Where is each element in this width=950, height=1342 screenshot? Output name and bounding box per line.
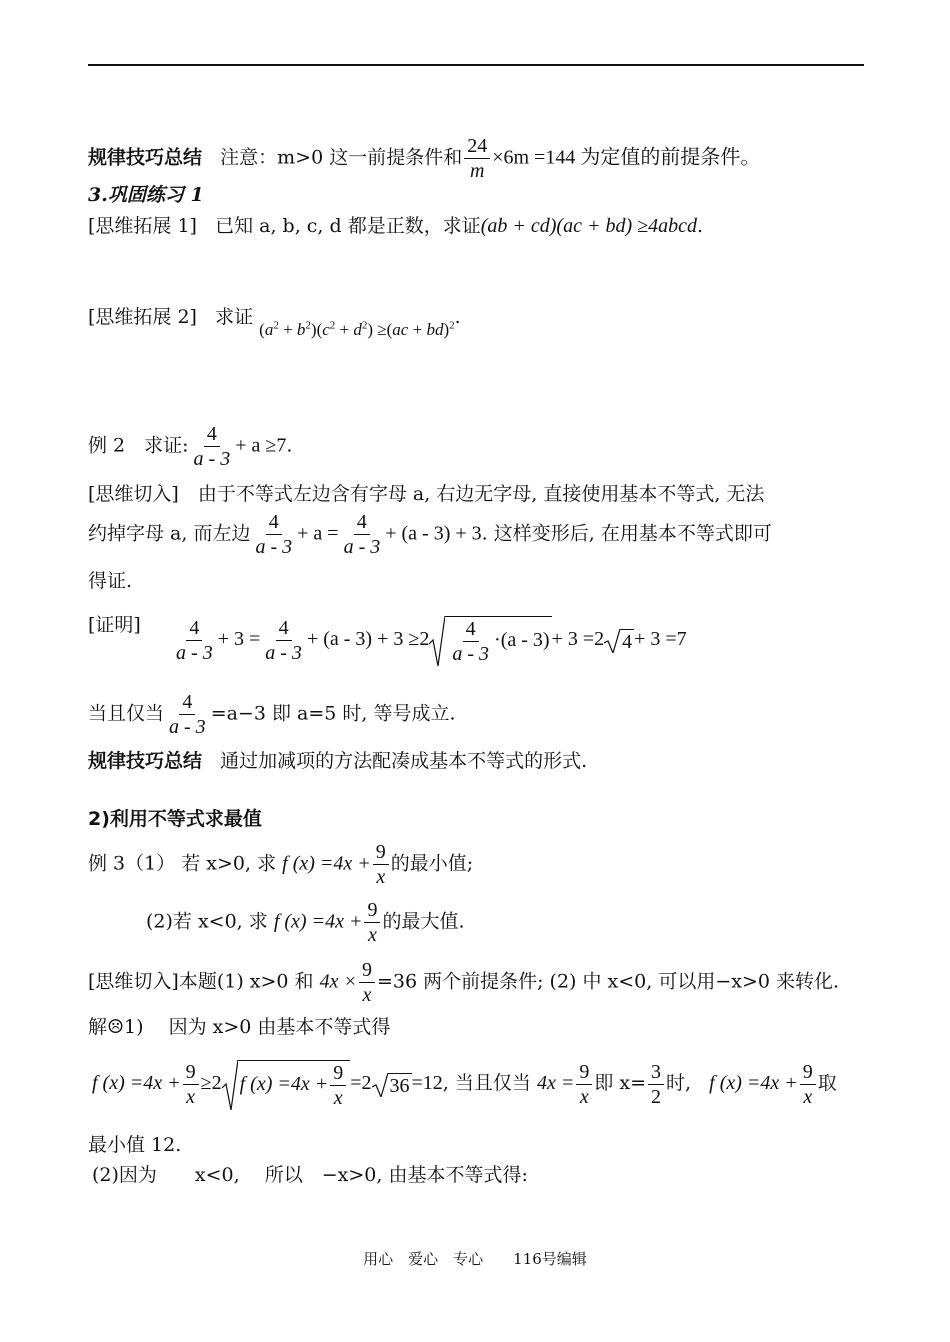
solution-line-4: (2)因为 x<0, 所以 −x>0, 由基本不等式得: — [92, 1164, 528, 1186]
header-rule — [88, 64, 864, 66]
subsection-heading: 2)利用不等式求最值 — [88, 808, 262, 830]
hint-line-1: [思维切入] 由于不等式左边含有字母 a, 右边无字母, 直接使用基本不等式, 无法 — [88, 483, 765, 505]
fraction: $\frac{4}{a - 3}$ — [193, 423, 231, 470]
solution-line-3: 最小值 12. — [88, 1134, 182, 1156]
hint-line-2: 约掉字母 a, 而左边 $\frac{4}{a - 3}$ + a = $\frac{4}{a - 3}$ + (a - 3) + 3. 这样变形后, 在用基本不等式即可 — [88, 511, 772, 558]
tip-heading: 规律技巧总结 — [88, 146, 203, 169]
tip-heading: 规律技巧总结 — [88, 750, 203, 772]
section-heading: 3.巩固练习 1 — [88, 184, 204, 206]
example-3-part-2: (2)若 x<0, 求 f (x) =4x + $\frac{9}{x}$ 的最大值. — [146, 899, 465, 946]
equality-condition: 当且仅当 $\frac{4}{a - 3}$ =a−3 即 a=5 时, 等号成立. — [88, 691, 456, 738]
square-root: 4 — [604, 629, 634, 652]
square-root: 36 — [372, 1073, 412, 1096]
tip-summary-1: 规律技巧总结 注意：m>0 这一前提条件和 $\frac{24}{m}$ ×6m =144 为定值的前提条件。 — [88, 135, 761, 182]
proof-line: [证明] $\frac{4}{a - 3}$ + 3 = $\frac{4}{a - 3}$ + (a - 3) + 3 ≥2 $\frac{4}{a - 3}$ ·(a - 3) + 3 =2 4 + 3 =7 — [88, 614, 687, 665]
fraction: $\frac{24}{m}$ — [464, 136, 490, 181]
example-3-part-1: 例 3（1） 若 x>0, 求 f (x) =4x + $\frac{9}{x}$ 的最小值; — [88, 841, 474, 888]
hint-example-3: [思维切入]本题(1) x>0 和 4x × $\frac{9}{x}$ =36 两个前提条件; (2) 中 x<0, 可以用−x>0 来转化. — [88, 959, 840, 1006]
square-root: f (x) =4x + $\frac{9}{x}$ — [222, 1060, 351, 1108]
inequality-expression: $(a^2 + b^2)(c^2 + d^2) \ge(ac + bd)^2$ — [259, 319, 455, 339]
extension-2: [思维拓展 2] 求证 $(a^2 + b^2)(c^2 + d^2) \ge(ac + bd)^2$. — [88, 306, 461, 339]
extension-1: [思维拓展 1] 已知 a, b, c, d 都是正数，求证(ab + cd)(ac + bd) ≥4abcd. — [88, 215, 704, 237]
example-2: 例 2 求证: $\frac{4}{a - 3}$ + a ≥7. — [88, 423, 293, 470]
tip-summary-2: 规律技巧总结 通过加减项的方法配凑成基本不等式的形式. — [88, 750, 588, 772]
square-root: $\frac{4}{a - 3}$ ·(a - 3) — [429, 616, 551, 664]
solution-line-2: f (x) =4x + $\frac{9}{x}$ ≥2 f (x) =4x + $\frac{9}{x}$ =2 36 =12, 当且仅当 4x = $\frac{9}{x}$ 即 x= $\frac{3}{2}$ 时, f (x) =4x + $\frac{9}{x}$ 取 — [92, 1060, 837, 1109]
solution-line-1: 解☹1) 因为 x>0 由基本不等式得 — [88, 1016, 391, 1038]
page-footer: 用心 爱心 专心 116号编辑 — [363, 1250, 587, 1268]
hint-line-3: 得证. — [88, 570, 133, 592]
